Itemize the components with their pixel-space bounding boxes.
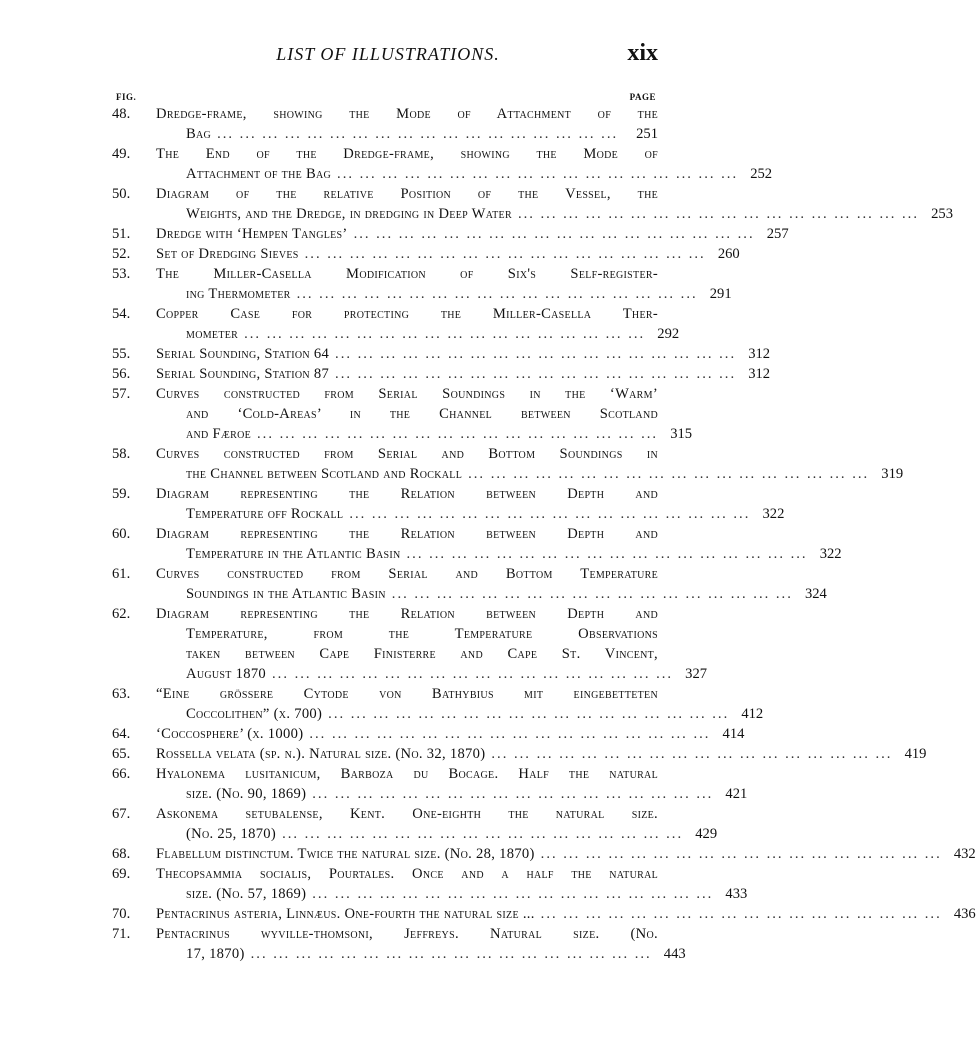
list-item — [112, 104, 658, 144]
entry-line — [112, 344, 771, 364]
figure-number: 67. — [112, 806, 131, 822]
dot-leader: ... ... ... ... ... ... ... ... ... ... ... ... ... ... ... ... ... ... — [217, 126, 619, 142]
list-item — [112, 764, 748, 804]
entry-line — [112, 384, 658, 404]
caption-text: ing Thermometer — [186, 286, 291, 302]
list-item — [112, 604, 708, 684]
entry-line — [112, 224, 789, 244]
list-item — [112, 184, 953, 224]
list-item — [112, 744, 927, 764]
dot-leader: ... ... ... ... ... ... ... ... ... ... ... ... ... ... ... ... ... ... — [328, 706, 730, 722]
page-number: 327 — [685, 666, 708, 682]
figure-number: 64. — [112, 726, 131, 742]
entry-line — [112, 104, 658, 124]
caption-text: Rossella velata (sp. n.). Natural size. (No. 32, 1870) — [156, 746, 486, 762]
dot-leader: ... ... ... ... ... ... ... ... ... ... ... ... ... ... ... ... ... ... — [257, 426, 659, 442]
entry-line — [112, 144, 658, 164]
page-number: 251 — [636, 126, 658, 142]
list-item — [112, 364, 771, 384]
list-item — [112, 524, 842, 564]
figure-number: 65. — [112, 746, 131, 762]
dot-leader: ... ... ... ... ... ... ... ... ... ... ... ... ... ... ... ... ... ... — [337, 166, 739, 182]
entry-line — [112, 664, 708, 684]
illustration-list — [112, 104, 976, 964]
entry-line — [112, 784, 748, 804]
figure-number: 60. — [112, 526, 131, 542]
caption-text: August 1870 — [186, 666, 267, 682]
entry-line — [112, 624, 658, 644]
page-number: 421 — [725, 786, 748, 802]
page-number: 412 — [741, 706, 764, 722]
dot-leader: ... ... ... ... ... ... ... ... ... ... ... ... ... ... ... ... ... ... — [540, 906, 942, 922]
entry-line — [112, 504, 785, 524]
page-column-heading: PAGE — [629, 92, 656, 102]
dot-leader: ... ... ... ... ... ... ... ... ... ... ... ... ... ... ... ... ... ... — [296, 286, 698, 302]
caption-text: 17, 1870) — [186, 946, 245, 962]
caption-text: (No. 25, 1870) — [186, 826, 277, 842]
list-item — [112, 344, 771, 364]
figure-number: 57. — [112, 386, 131, 402]
entry-line — [112, 584, 827, 604]
caption-text: and ‘Cold-Areas’ in the Channel between Scotland — [186, 406, 658, 422]
figure-number: 68. — [112, 846, 131, 862]
list-item — [112, 304, 680, 344]
page-number: 322 — [819, 546, 842, 562]
entry-line — [112, 904, 976, 924]
entry-line — [112, 424, 693, 444]
dot-leader: ... ... ... ... ... ... ... ... ... ... ... ... ... ... ... ... ... ... — [272, 666, 674, 682]
figure-number: 50. — [112, 186, 131, 202]
dot-leader: ... ... ... ... ... ... ... ... ... ... ... ... ... ... ... ... ... ... — [391, 586, 793, 602]
figure-number: 66. — [112, 766, 131, 782]
list-item — [112, 864, 748, 904]
caption-text: Thecopsammia socialis, Pourtales. Once and a half the natural — [156, 866, 658, 882]
caption-text: Serial Sounding, Station 64 — [156, 346, 330, 362]
entry-line — [112, 764, 658, 784]
caption-text: Curves constructed from Serial Soundings in the ‘Warm’ — [156, 386, 658, 402]
fig-column-heading: FIG. — [116, 92, 137, 102]
page-number: 324 — [804, 586, 827, 602]
caption-text: The Miller-Casella Modification of Six's Self-register- — [156, 266, 658, 282]
list-item — [112, 224, 789, 244]
caption-text: Serial Sounding, Station 87 — [156, 366, 330, 382]
caption-text: Askonema setubalense, Kent. One-eighth the natural size. — [156, 806, 658, 822]
entry-line — [112, 364, 771, 384]
entry-line — [112, 604, 658, 624]
caption-text: Hyalonema lusitanicum, Barboza du Bocage. Half the natural — [156, 766, 658, 782]
entry-line — [112, 944, 686, 964]
entry-line — [112, 844, 976, 864]
caption-text: Temperature, from the Temperature Observations — [186, 626, 658, 642]
entry-line — [112, 124, 658, 144]
caption-text: Weights, and the Dredge, in dredging in Deep Water — [186, 206, 512, 222]
caption-text: Curves constructed from Serial and Bottom Temperature — [156, 566, 658, 582]
dot-leader: ... ... ... ... ... ... ... ... ... ... ... ... ... ... ... ... ... ... — [335, 346, 737, 362]
caption-text: The End of the Dredge-frame, showing the Mode of — [156, 146, 658, 162]
entry-line — [112, 304, 658, 324]
entry-line — [112, 404, 658, 424]
list-item — [112, 904, 976, 924]
page-folio: xix — [627, 40, 658, 66]
dot-leader: ... ... ... ... ... ... ... ... ... ... ... ... ... ... ... ... ... ... — [312, 786, 714, 802]
entry-line — [112, 544, 842, 564]
caption-text: Diagram representing the Relation between Depth and — [156, 486, 658, 502]
caption-text: the Channel between Scotland and Rockall — [186, 466, 463, 482]
figure-number: 69. — [112, 866, 131, 882]
figure-number: 62. — [112, 606, 131, 622]
caption-text: Flabellum distinctum. Twice the natural size. (No. 28, 1870) — [156, 846, 535, 862]
page-number: 322 — [762, 506, 785, 522]
figure-number: 48. — [112, 106, 131, 122]
caption-text: Dredge with ‘Hempen Tangles’ — [156, 226, 348, 242]
caption-text: Copper Case for protecting the Miller-Casella Ther- — [156, 306, 658, 322]
figure-number: 55. — [112, 346, 131, 362]
entry-line — [112, 824, 718, 844]
page-number: 433 — [725, 886, 748, 902]
page-number: 257 — [766, 226, 789, 242]
list-item — [112, 484, 785, 524]
caption-text: taken between Cape Finisterre and Cape St. Vincent, — [186, 646, 658, 662]
page-number: 253 — [931, 206, 953, 222]
list-item — [112, 844, 976, 864]
caption-text: Attachment of the Bag — [186, 166, 332, 182]
list-item — [112, 804, 718, 844]
figure-number: 59. — [112, 486, 131, 502]
entry-line — [112, 164, 773, 184]
caption-text: Bag — [186, 126, 212, 142]
entry-line — [112, 264, 658, 284]
dot-leader: ... ... ... ... ... ... ... ... ... ... ... ... ... ... ... ... ... ... — [468, 466, 870, 482]
caption-text: Set of Dredging Sieves — [156, 246, 299, 262]
entry-line — [112, 704, 764, 724]
page-number: 436 — [953, 906, 976, 922]
dot-leader: ... ... ... ... ... ... ... ... ... ... ... ... ... ... ... ... ... ... — [406, 546, 808, 562]
entry-line — [112, 464, 904, 484]
list-item — [112, 444, 904, 484]
figure-number: 63. — [112, 686, 131, 702]
caption-text: Pentacrinus asteria, Linnæus. One-fourth the natural size ... — [156, 906, 535, 922]
dot-leader: ... ... ... ... ... ... ... ... ... ... ... ... ... ... ... ... ... ... — [282, 826, 684, 842]
list-item — [112, 924, 686, 964]
figure-number: 52. — [112, 246, 131, 262]
page-number: 312 — [748, 366, 771, 382]
dot-leader: ... ... ... ... ... ... ... ... ... ... ... ... ... ... ... ... ... ... — [353, 226, 755, 242]
entry-line — [112, 324, 680, 344]
caption-text: Temperature off Rockall — [186, 506, 344, 522]
entry-line — [112, 204, 953, 224]
entry-line — [112, 484, 658, 504]
dot-leader: ... ... ... ... ... ... ... ... ... ... ... ... ... ... ... ... ... ... — [517, 206, 919, 222]
page-number: 292 — [657, 326, 680, 342]
dot-leader: ... ... ... ... ... ... ... ... ... ... ... ... ... ... ... ... ... ... — [244, 326, 646, 342]
page-number: 429 — [695, 826, 718, 842]
dot-leader: ... ... ... ... ... ... ... ... ... ... ... ... ... ... ... ... ... ... — [349, 506, 751, 522]
dot-leader: ... ... ... ... ... ... ... ... ... ... ... ... ... ... ... ... ... ... — [304, 246, 706, 262]
dot-leader: ... ... ... ... ... ... ... ... ... ... ... ... ... ... ... ... ... ... — [491, 746, 893, 762]
entry-line — [112, 744, 927, 764]
entry-line — [112, 864, 658, 884]
caption-text: Diagram representing the Relation between Depth and — [156, 606, 658, 622]
caption-text: and Færoe — [186, 426, 252, 442]
page-number: 319 — [881, 466, 904, 482]
entry-line — [112, 724, 745, 744]
page-number: 291 — [709, 286, 732, 302]
figure-number: 53. — [112, 266, 131, 282]
list-item — [112, 384, 693, 444]
figure-number: 70. — [112, 906, 131, 922]
list-item — [112, 564, 827, 604]
list-item — [112, 724, 745, 744]
caption-text: Temperature in the Atlantic Basin — [186, 546, 401, 562]
figure-number: 49. — [112, 146, 131, 162]
figure-number: 54. — [112, 306, 131, 322]
figure-number: 56. — [112, 366, 131, 382]
page-number: 315 — [670, 426, 693, 442]
caption-text: Soundings in the Atlantic Basin — [186, 586, 386, 602]
caption-text: Coccolithen” (x. 700) — [186, 706, 323, 722]
caption-text: Diagram of the relative Position of the Vessel, the — [156, 186, 658, 202]
caption-text: “Eine grössere Cytode von Bathybius mit eingebetteten — [156, 686, 658, 702]
list-item — [112, 684, 764, 724]
entry-line — [112, 244, 740, 264]
dot-leader: ... ... ... ... ... ... ... ... ... ... ... ... ... ... ... ... ... ... — [250, 946, 652, 962]
page-number: 252 — [750, 166, 773, 182]
list-item — [112, 244, 740, 264]
caption-text: size. (No. 57, 1869) — [186, 886, 307, 902]
running-title: LIST OF ILLUSTRATIONS. — [276, 44, 500, 64]
figure-number: 51. — [112, 226, 131, 242]
dot-leader: ... ... ... ... ... ... ... ... ... ... ... ... ... ... ... ... ... ... — [309, 726, 711, 742]
dot-leader: ... ... ... ... ... ... ... ... ... ... ... ... ... ... ... ... ... ... — [312, 886, 714, 902]
entry-line — [112, 184, 658, 204]
caption-text: Curves constructed from Serial and Bottom Soundings in — [156, 446, 658, 462]
caption-text: Dredge-frame, showing the Mode of Attachment of the — [156, 106, 658, 122]
caption-text: Diagram representing the Relation between Depth and — [156, 526, 658, 542]
figure-number: 61. — [112, 566, 131, 582]
entry-line — [112, 804, 658, 824]
entry-line — [112, 684, 658, 704]
list-item — [112, 144, 773, 184]
caption-text: Pentacrinus wyville-thomsoni, Jeffreys. Natural size. (No. — [156, 926, 658, 942]
page-number: 414 — [722, 726, 745, 742]
caption-text: mometer — [186, 326, 239, 342]
entry-line — [112, 924, 658, 944]
entry-line — [112, 524, 658, 544]
page-number: 312 — [748, 346, 771, 362]
entry-line — [112, 444, 658, 464]
caption-text: size. (No. 90, 1869) — [186, 786, 307, 802]
list-item — [112, 264, 732, 304]
entry-line — [112, 644, 658, 664]
figure-number: 58. — [112, 446, 131, 462]
page-number: 432 — [953, 846, 976, 862]
entry-line — [112, 884, 748, 904]
dot-leader: ... ... ... ... ... ... ... ... ... ... ... ... ... ... ... ... ... ... — [540, 846, 942, 862]
entry-line — [112, 284, 732, 304]
entry-line — [112, 564, 658, 584]
dot-leader: ... ... ... ... ... ... ... ... ... ... ... ... ... ... ... ... ... ... — [335, 366, 737, 382]
page-number: 260 — [717, 246, 740, 262]
page-number: 419 — [904, 746, 927, 762]
figure-number: 71. — [112, 926, 131, 942]
page-number: 443 — [663, 946, 686, 962]
caption-text: ‘Coccosphere’ (x. 1000) — [156, 726, 304, 742]
